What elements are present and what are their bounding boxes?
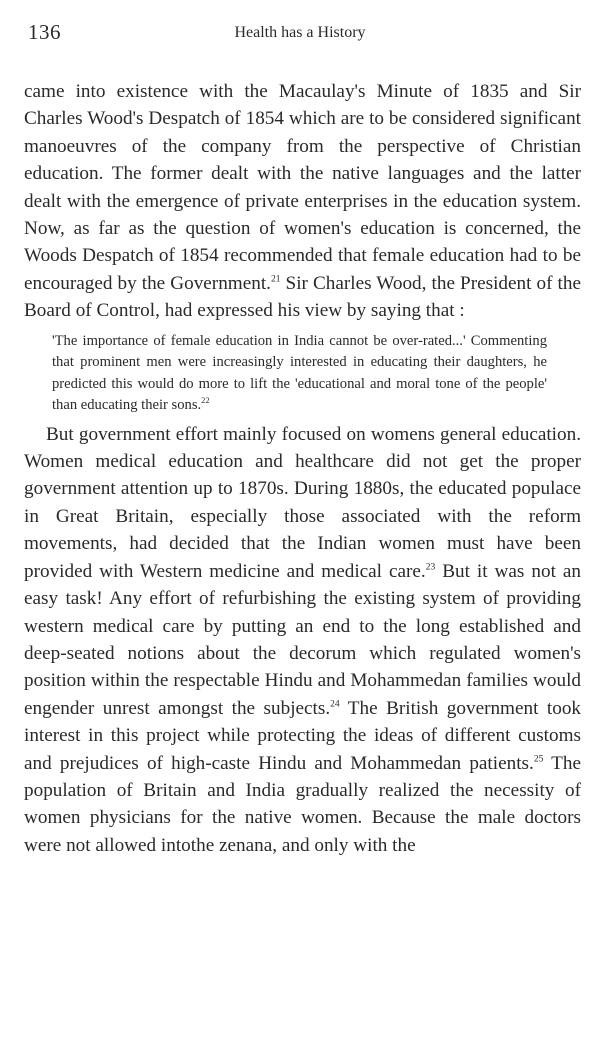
paragraph-text: Sir Charles Wood, the President of the Board of Control, had expressed his view by saying that :: [24, 272, 581, 322]
footnote-ref-21[interactable]: 21: [270, 274, 281, 285]
paragraph-text: came into existence with the Macaulay's Minute of 1835 and Sir Charles Wood's Despatch of 1854 which are to be considered significant manoeuvres of the company from the perspective of Christian education. The former dealt with the native languages and the latter dealt with the emergence of private enterprises in the education system. Now, as far as the question of women's education is concerned, the Woods Despatch of 1854 recommended that female education had to be encouraged by the Government.: [24, 81, 581, 294]
paragraph-text: But government effort mainly focused on womens general education. Women medical education and healthcare did not get the proper government attention up to 1870s. During 1880s, the educated populace in Great Britain, especially those associated with the reform movements, had decided that the Indian women must have been provided with Western medicine and medical care.: [24, 423, 581, 582]
paragraph-text: But it was not an easy task! Any effort of refurbishing the existing system of providing western medical care by putting an end to the long established and deep-seated notions about the decorum which regulated women's position within the respectable Hindu and Mohammedan families would engender unrest amongst the subjects.: [24, 560, 581, 719]
block-quote: [52, 331, 547, 417]
quote-text: 'The importance of female education in India cannot be over-rated...' Commenting that prominent men were increasingly interested in educating their daughters, he predicted this would do more to lift the 'educational and moral tone of the people' than educating their sons.: [52, 332, 547, 414]
footnote-ref-23[interactable]: 23: [425, 562, 436, 573]
paragraph-2: [24, 421, 581, 860]
paragraph-text: The British government took interest in this project while protecting the ideas of different customs and prejudices of high-caste Hindu and Mohammedan patients.: [24, 697, 582, 774]
page-body: [24, 78, 581, 859]
running-title: Health has a History: [234, 24, 366, 41]
paragraph-text: The population of Britain and India gradually realized the necessity of women physicians for the native women. Because the male doctors were not allowed intothe zenana, and only with the: [24, 752, 582, 856]
footnote-ref-25[interactable]: 25: [533, 754, 544, 765]
page-header: [28, 20, 572, 50]
footnote-ref-22[interactable]: 22: [201, 395, 210, 406]
paragraph-1: [24, 78, 581, 325]
footnote-ref-24[interactable]: 24: [330, 699, 340, 710]
page-number: 136: [28, 20, 61, 44]
